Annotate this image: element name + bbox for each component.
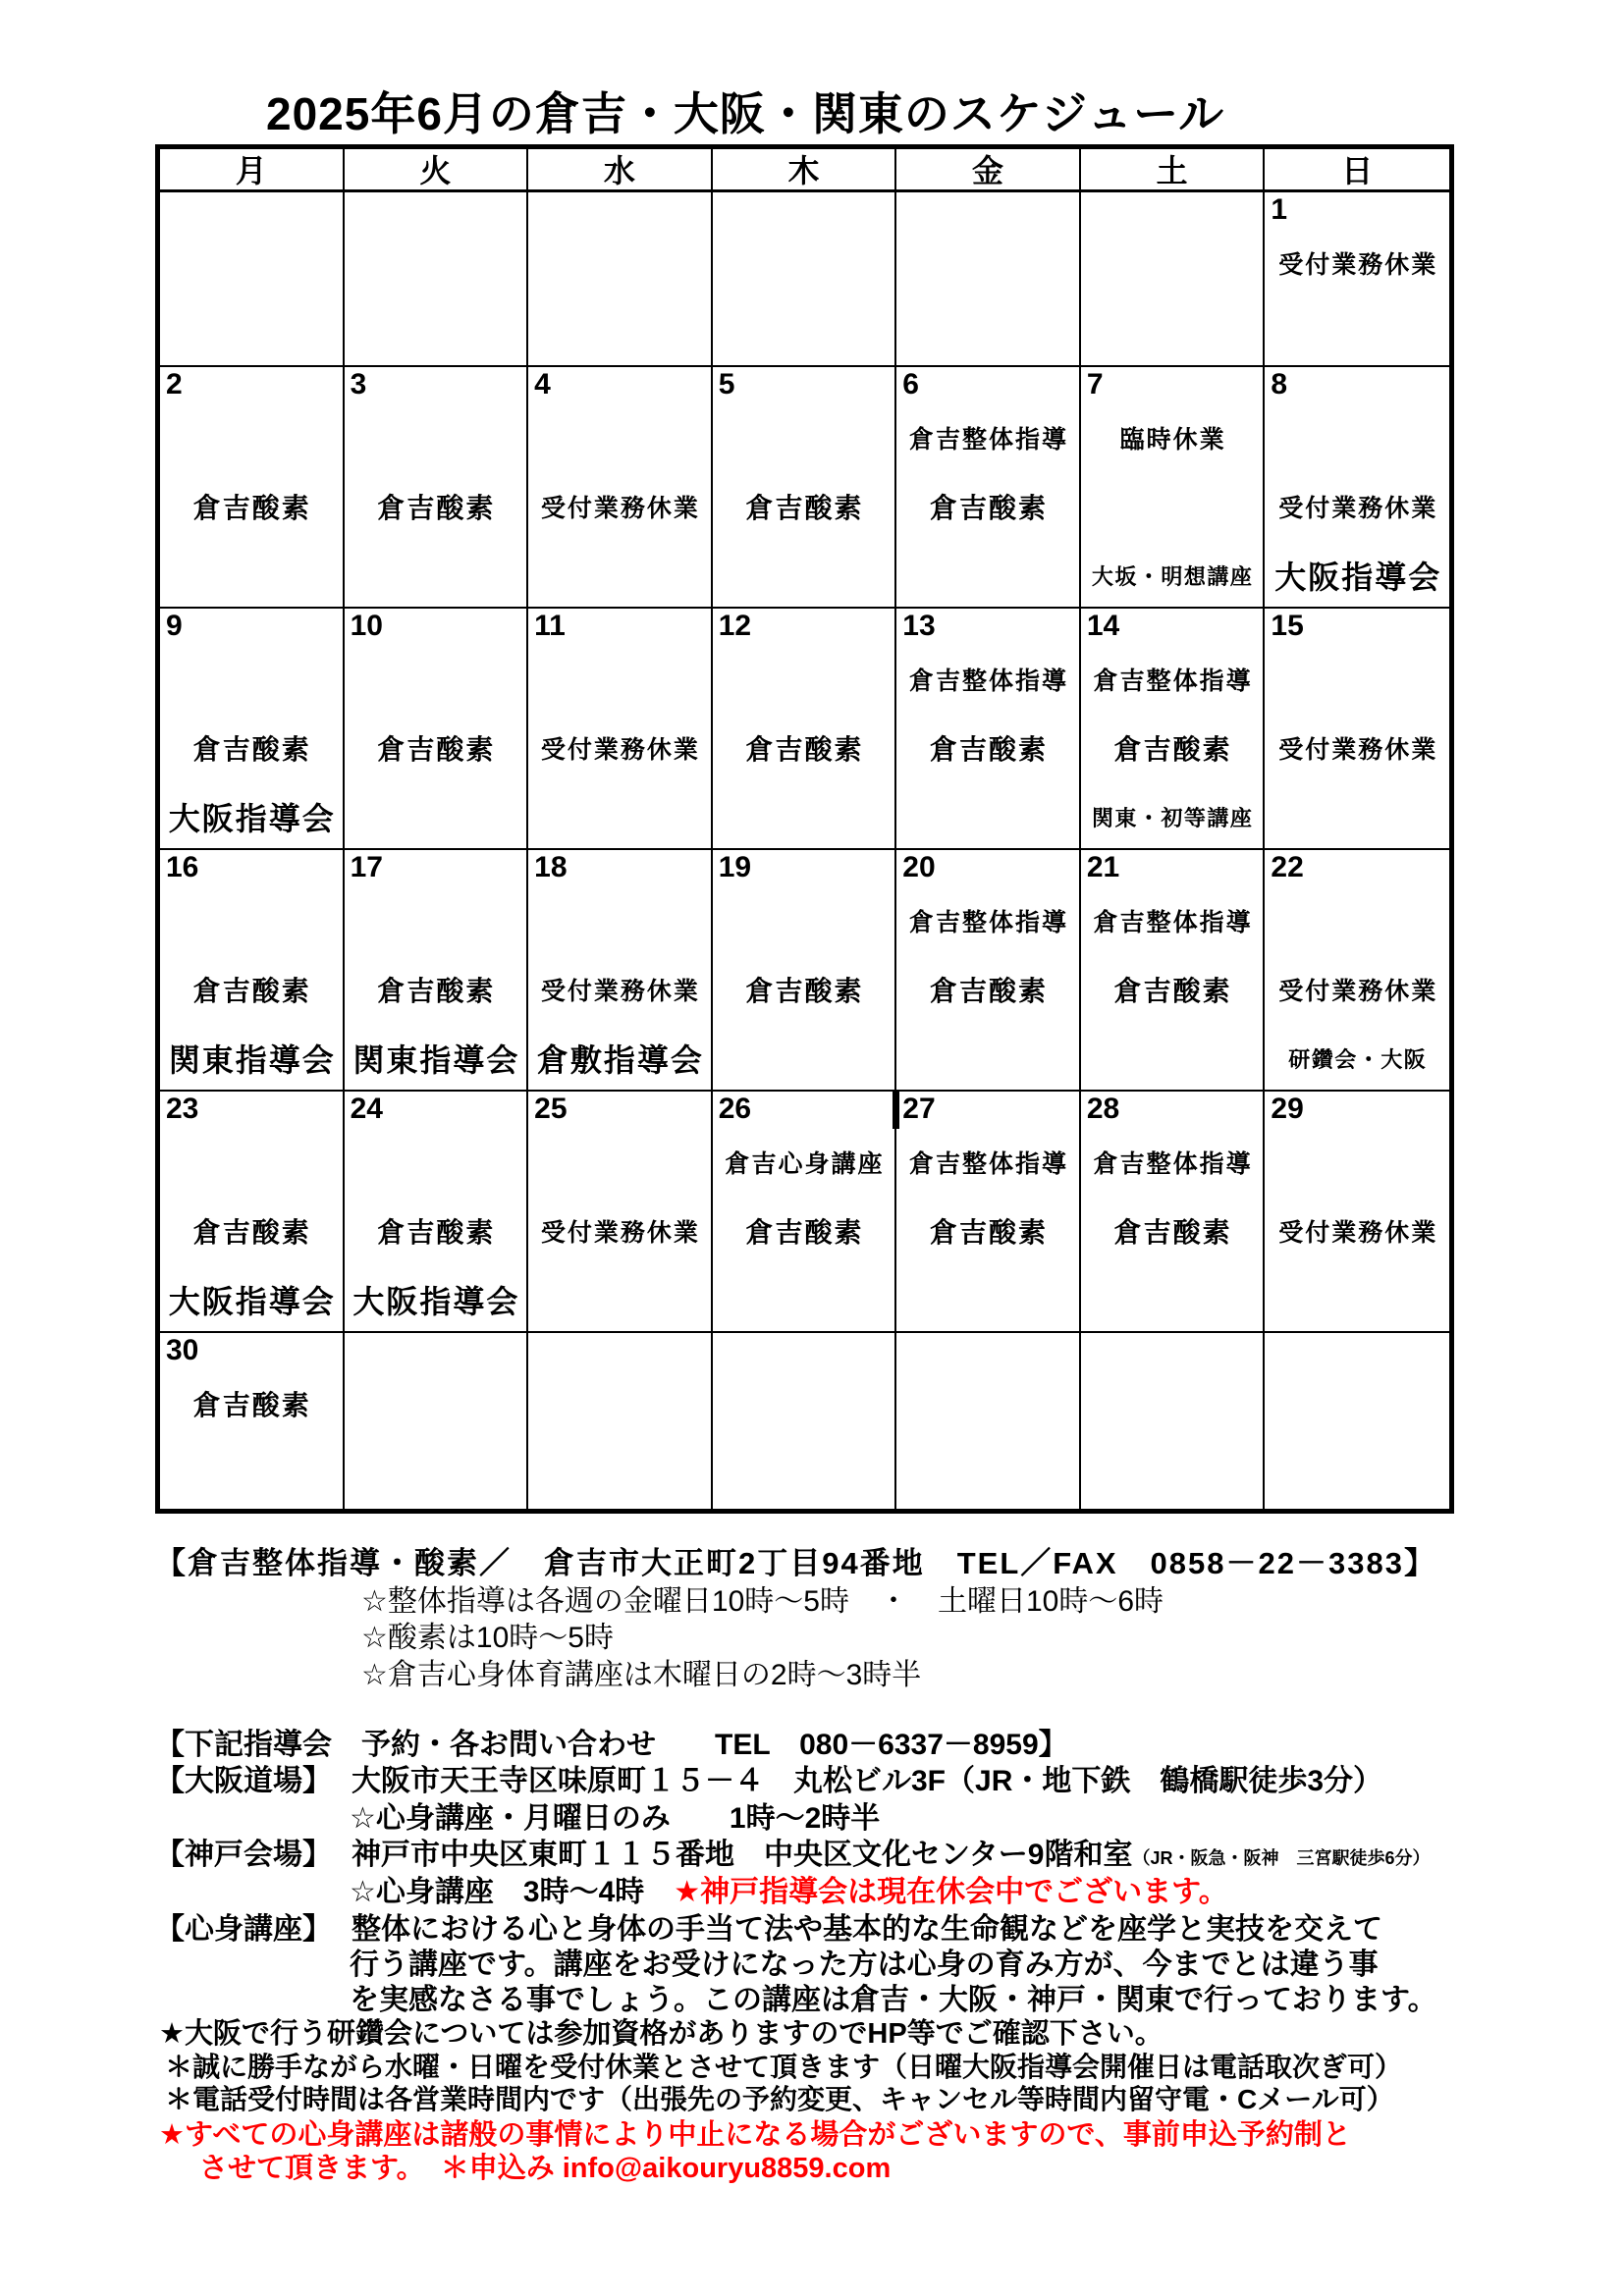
remark: ＊電話受付時間は各営業時間内です（出張先の予約変更、キャンセル等時間内留守電・Cメール可） bbox=[165, 2084, 1394, 2114]
schedule-entry: 受付業務休業 bbox=[540, 978, 700, 1005]
day-number: 24 bbox=[350, 1093, 383, 1125]
day-number: 29 bbox=[1271, 1093, 1304, 1125]
kobe-note: ☆心身講座 3時～4時 bbox=[350, 1876, 645, 1908]
day-cell bbox=[896, 850, 1081, 1092]
course-label: 【心身講座】 bbox=[155, 1913, 332, 1946]
day-cell bbox=[528, 850, 713, 1092]
day-number: 23 bbox=[166, 1093, 199, 1125]
weekday-header: 土 bbox=[1081, 149, 1266, 192]
course-text: を実感なさる事でしょう。この講座は倉吉・大阪・神戸・関東で行っております。 bbox=[350, 1984, 1437, 2016]
schedule-entry: 倉吉整体指導 bbox=[1093, 1150, 1253, 1178]
schedule-entry: 大阪指導会 bbox=[352, 1284, 520, 1319]
kobe-line bbox=[155, 1838, 1431, 1873]
day-cell bbox=[713, 1092, 897, 1333]
warning-line: ★すべての心身講座は諸般の事情により中止になる場合がございますので、事前申込予約制と bbox=[159, 2119, 1351, 2151]
apply-email: ＊申込み info@aikouryu8859.com bbox=[440, 2153, 892, 2184]
day-number: 18 bbox=[534, 851, 568, 883]
day-number: 8 bbox=[1271, 368, 1288, 400]
schedule-entry: 受付業務休業 bbox=[540, 495, 700, 522]
weekday-header: 木 bbox=[713, 149, 897, 192]
page-title: 2025年6月の倉吉・大阪・関東のスケジュール bbox=[266, 88, 1225, 139]
day-cell bbox=[1265, 1092, 1449, 1333]
schedule-entry: 倉吉酸素 bbox=[930, 976, 1049, 1006]
empty-day-cell bbox=[1081, 1333, 1266, 1509]
day-cell bbox=[896, 367, 1081, 609]
schedule-entry: 倉吉酸素 bbox=[745, 976, 864, 1006]
day-cell bbox=[160, 1092, 345, 1333]
schedule-entry: 倉吉整体指導 bbox=[909, 1150, 1069, 1178]
course-line bbox=[155, 1912, 1382, 1948]
kobe-note-line bbox=[350, 1875, 1228, 1910]
empty-day-cell bbox=[345, 1333, 529, 1509]
schedule-entry: 倉吉酸素 bbox=[377, 493, 496, 523]
day-number: 14 bbox=[1086, 610, 1120, 642]
course-text: 整体における心と身体の手当て法や基本的な生命観などを座学と実技を交えて bbox=[352, 1913, 1382, 1946]
day-number: 13 bbox=[902, 610, 936, 642]
empty-day-cell bbox=[528, 192, 713, 367]
empty-day-cell bbox=[1081, 192, 1266, 367]
day-cell bbox=[713, 367, 897, 609]
calendar-grid bbox=[160, 149, 1449, 1509]
schedule-entry: 倉吉整体指導 bbox=[1093, 909, 1253, 936]
day-cell bbox=[345, 1092, 529, 1333]
day-cell bbox=[1265, 850, 1449, 1092]
schedule-entry: 受付業務休業 bbox=[540, 736, 700, 764]
schedule-entry: 倉吉酸素 bbox=[377, 1217, 496, 1248]
schedule-entry: 受付業務休業 bbox=[1278, 1219, 1438, 1247]
schedule-entry: 受付業務休業 bbox=[540, 1219, 700, 1247]
day-number: 10 bbox=[350, 610, 383, 642]
day-cell bbox=[1081, 850, 1266, 1092]
day-number: 19 bbox=[718, 851, 752, 883]
schedule-entry: 倉吉酸素 bbox=[1113, 1217, 1232, 1248]
day-cell bbox=[528, 367, 713, 609]
schedule-entry: 倉吉酸素 bbox=[745, 734, 864, 765]
weekday-header: 金 bbox=[896, 149, 1081, 192]
osaka-line bbox=[155, 1764, 1382, 1799]
day-cell bbox=[160, 367, 345, 609]
day-number: 5 bbox=[718, 368, 735, 400]
schedule-entry: 倉吉酸素 bbox=[192, 976, 311, 1006]
day-cell bbox=[1265, 609, 1449, 850]
empty-day-cell bbox=[345, 192, 529, 367]
weekday-header: 月 bbox=[160, 149, 345, 192]
empty-day-cell bbox=[896, 192, 1081, 367]
schedule-entry: 大阪指導会 bbox=[1274, 560, 1442, 595]
day-cell bbox=[528, 1092, 713, 1333]
day-number: 12 bbox=[718, 610, 752, 642]
schedule-entry: 倉吉整体指導 bbox=[1093, 667, 1253, 695]
day-number: 4 bbox=[534, 368, 551, 400]
day-cell bbox=[896, 1092, 1081, 1333]
day-cell bbox=[713, 609, 897, 850]
schedule-entry: 関東指導会 bbox=[352, 1042, 520, 1078]
border-mark bbox=[893, 1092, 899, 1129]
kobe-access: （JR・阪急・阪神 三宮駅徒歩6分） bbox=[1132, 1848, 1431, 1868]
osaka-label: 【大阪道場】 bbox=[155, 1765, 332, 1797]
warning-apply-line bbox=[199, 2151, 891, 2186]
day-number: 28 bbox=[1086, 1093, 1120, 1125]
day-cell bbox=[1265, 192, 1449, 367]
day-number: 27 bbox=[902, 1093, 936, 1125]
kobe-label: 【神戸会場】 bbox=[155, 1839, 332, 1871]
schedule-entry: 臨時休業 bbox=[1119, 426, 1226, 454]
day-cell bbox=[1081, 367, 1266, 609]
remark: ＊誠に勝手ながら水曜・日曜を受付休業とさせて頂きます（日曜大阪指導会開催日は電話取次ぎ可） bbox=[165, 2052, 1403, 2082]
schedule-entry: 倉吉酸素 bbox=[930, 493, 1049, 523]
day-cell bbox=[1265, 367, 1449, 609]
day-cell bbox=[160, 609, 345, 850]
day-number: 25 bbox=[534, 1093, 568, 1125]
schedule-entry: 倉吉酸素 bbox=[377, 976, 496, 1006]
day-cell bbox=[345, 850, 529, 1092]
day-number: 15 bbox=[1271, 610, 1304, 642]
kurayoshi-note: ☆整体指導は各週の金曜日10時～5時 ・ 土曜日10時～6時 bbox=[361, 1585, 1164, 1618]
day-number: 9 bbox=[166, 610, 183, 642]
schedule-entry: 倉敷指導会 bbox=[536, 1042, 704, 1078]
contact-line: 【下記指導会 予約・各お問い合わせ TEL 080－6337－8959】 bbox=[155, 1729, 1068, 1761]
course-text: 行う講座です。講座をお受けになった方は心身の育み方が、今までとは違う事 bbox=[350, 1949, 1379, 1981]
kobe-address: 神戸市中央区東町１１５番地 中央区文化センター9階和室 bbox=[352, 1839, 1133, 1871]
empty-day-cell bbox=[1265, 1333, 1449, 1509]
day-cell bbox=[345, 367, 529, 609]
remark: ★大阪で行う研鑽会については参加資格がありますのでHP等でご確認下さい。 bbox=[159, 2018, 1164, 2050]
weekday-header: 日 bbox=[1265, 149, 1449, 192]
schedule-entry: 倉吉酸素 bbox=[930, 734, 1049, 765]
day-number: 11 bbox=[534, 610, 566, 642]
schedule-entry: 大坂・明想講座 bbox=[1091, 564, 1254, 589]
schedule-entry: 大阪指導会 bbox=[168, 1284, 336, 1319]
schedule-entry: 倉吉酸素 bbox=[377, 734, 496, 765]
day-number: 17 bbox=[350, 851, 383, 883]
schedule-entry: 倉吉酸素 bbox=[745, 493, 864, 523]
day-cell bbox=[896, 609, 1081, 850]
empty-day-cell bbox=[713, 192, 897, 367]
schedule-entry: 倉吉酸素 bbox=[930, 1217, 1049, 1248]
schedule-entry: 倉吉酸素 bbox=[192, 1217, 311, 1248]
kobe-notice: ★神戸指導会は現在休会中でございます。 bbox=[674, 1876, 1228, 1908]
empty-day-cell bbox=[528, 1333, 713, 1509]
day-cell bbox=[1081, 1092, 1266, 1333]
schedule-entry: 倉吉酸素 bbox=[1113, 734, 1232, 765]
day-number: 21 bbox=[1086, 851, 1120, 883]
day-cell bbox=[345, 609, 529, 850]
empty-day-cell bbox=[896, 1333, 1081, 1509]
schedule-entry: 受付業務休業 bbox=[1278, 736, 1438, 764]
schedule-entry: 倉吉整体指導 bbox=[909, 909, 1069, 936]
day-number: 20 bbox=[902, 851, 936, 883]
calendar bbox=[155, 144, 1454, 1514]
schedule-entry: 倉吉整体指導 bbox=[909, 426, 1069, 454]
schedule-entry: 倉吉酸素 bbox=[745, 1217, 864, 1248]
day-number: 7 bbox=[1086, 368, 1104, 400]
osaka-note: ☆心身講座・月曜日のみ 1時～2時半 bbox=[350, 1802, 881, 1835]
schedule-entry: 受付業務休業 bbox=[1278, 978, 1438, 1005]
schedule-entry: 関東指導会 bbox=[168, 1042, 336, 1078]
day-number: 22 bbox=[1271, 851, 1304, 883]
day-cell bbox=[160, 850, 345, 1092]
day-number: 1 bbox=[1271, 193, 1288, 226]
kurayoshi-note: ☆酸素は10時～5時 bbox=[361, 1622, 614, 1654]
schedule-entry: 倉吉酸素 bbox=[192, 493, 311, 523]
schedule-entry: 研鑽会・大阪 bbox=[1288, 1047, 1428, 1072]
day-number: 6 bbox=[902, 368, 919, 400]
day-number: 16 bbox=[166, 851, 199, 883]
schedule-entry: 倉吉酸素 bbox=[1113, 976, 1232, 1006]
warning-line: させて頂きます。 bbox=[199, 2153, 425, 2184]
empty-day-cell bbox=[713, 1333, 897, 1509]
schedule-entry: 倉吉酸素 bbox=[192, 734, 311, 765]
schedule-entry: 倉吉整体指導 bbox=[909, 667, 1069, 695]
schedule-entry: 受付業務休業 bbox=[1278, 251, 1438, 279]
schedule-entry: 倉吉心身講座 bbox=[725, 1150, 885, 1178]
kurayoshi-header: 【倉吉整体指導・酸素／ 倉吉市大正町2丁目94番地 TEL／FAX 0858－22－3383】 bbox=[155, 1546, 1436, 1580]
day-cell bbox=[1081, 609, 1266, 850]
schedule-entry: 受付業務休業 bbox=[1278, 495, 1438, 522]
day-number: 2 bbox=[166, 368, 183, 400]
day-cell bbox=[160, 1333, 345, 1509]
schedule-entry: 関東・初等講座 bbox=[1091, 806, 1254, 830]
day-cell bbox=[528, 609, 713, 850]
schedule-entry: 倉吉酸素 bbox=[192, 1390, 311, 1420]
empty-day-cell bbox=[160, 192, 345, 367]
weekday-header: 水 bbox=[528, 149, 713, 192]
day-cell bbox=[713, 850, 897, 1092]
day-number: 30 bbox=[166, 1334, 199, 1366]
day-number: 3 bbox=[350, 368, 367, 400]
kurayoshi-note: ☆倉吉心身体育講座は木曜日の2時～3時半 bbox=[361, 1659, 922, 1691]
weekday-header: 火 bbox=[345, 149, 529, 192]
day-number: 26 bbox=[718, 1093, 752, 1125]
osaka-address: 大阪市天王寺区味原町１５－４ 丸松ビル3F（JR・地下鉄 鶴橋駅徒歩3分） bbox=[352, 1765, 1383, 1797]
schedule-entry: 大阪指導会 bbox=[168, 801, 336, 836]
